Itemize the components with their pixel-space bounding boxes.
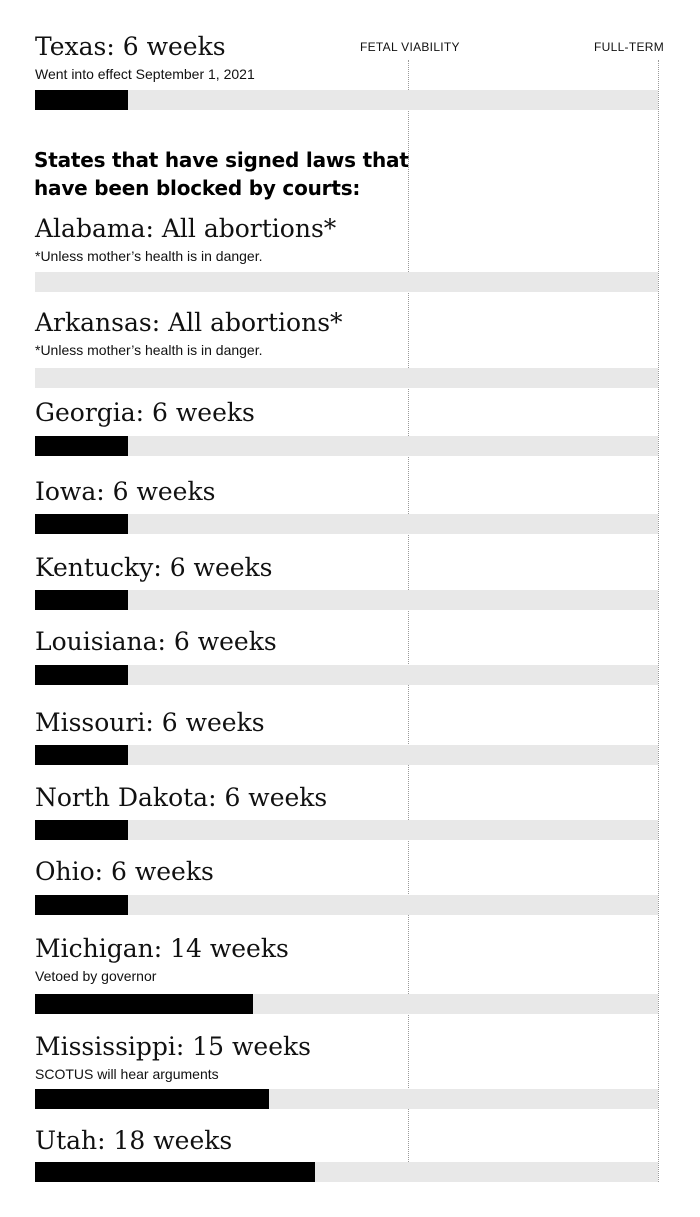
bar-track-north-dakota: [35, 820, 658, 840]
row-title-louisiana: Louisiana: 6 weeks: [35, 627, 277, 656]
row-note-mississippi: SCOTUS will hear arguments: [35, 1066, 219, 1082]
fetal-viability-label: FETAL VIABILITY: [360, 40, 460, 54]
row-title-georgia: Georgia: 6 weeks: [35, 398, 255, 427]
row-note-michigan: Vetoed by governor: [35, 968, 157, 984]
bar-track-georgia: [35, 436, 658, 456]
bar-track-ohio: [35, 895, 658, 915]
row-note-arkansas: *Unless mother’s health is in danger.: [35, 342, 263, 358]
row-title-mississippi: Mississippi: 15 weeks: [35, 1032, 312, 1061]
row-note-texas: Went into effect September 1, 2021: [35, 66, 255, 82]
bar-track-louisiana: [35, 665, 658, 685]
full-term-line: [658, 60, 659, 1182]
bar-track-utah: [35, 1162, 658, 1182]
row-title-texas: Texas: 6 weeks: [35, 32, 226, 61]
bar-fill-iowa: [35, 514, 128, 534]
bar-track-missouri: [35, 745, 658, 765]
bar-track-iowa: [35, 514, 658, 534]
bar-fill-ohio: [35, 895, 128, 915]
row-title-michigan: Michigan: 14 weeks: [35, 934, 289, 963]
bar-fill-texas: [35, 90, 128, 110]
bar-track-michigan: [35, 994, 658, 1014]
row-title-utah: Utah: 18 weeks: [35, 1126, 233, 1155]
bar-track-kentucky: [35, 590, 658, 610]
row-title-north-dakota: North Dakota: 6 weeks: [35, 783, 328, 812]
bar-fill-georgia: [35, 436, 128, 456]
bar-track-alabama: [35, 272, 658, 292]
bar-fill-utah: [35, 1162, 315, 1182]
row-note-alabama: *Unless mother’s health is in danger.: [35, 248, 263, 264]
bar-fill-mississippi: [35, 1089, 269, 1109]
bar-track-texas: [35, 90, 658, 110]
bar-fill-north-dakota: [35, 820, 128, 840]
full-term-label: FULL-TERM: [594, 40, 665, 54]
section-heading: States that have signed laws that have been blocked by courts:: [34, 148, 409, 200]
bar-track-arkansas: [35, 368, 658, 388]
bar-fill-missouri: [35, 745, 128, 765]
row-title-iowa: Iowa: 6 weeks: [35, 477, 216, 506]
row-title-missouri: Missouri: 6 weeks: [35, 708, 265, 737]
bar-fill-kentucky: [35, 590, 128, 610]
row-title-arkansas: Arkansas: All abortions*: [35, 308, 343, 337]
row-title-kentucky: Kentucky: 6 weeks: [35, 553, 273, 582]
bar-fill-louisiana: [35, 665, 128, 685]
row-title-ohio: Ohio: 6 weeks: [35, 857, 214, 886]
row-title-alabama: Alabama: All abortions*: [35, 214, 337, 243]
bar-fill-michigan: [35, 994, 253, 1014]
bar-track-mississippi: [35, 1089, 658, 1109]
